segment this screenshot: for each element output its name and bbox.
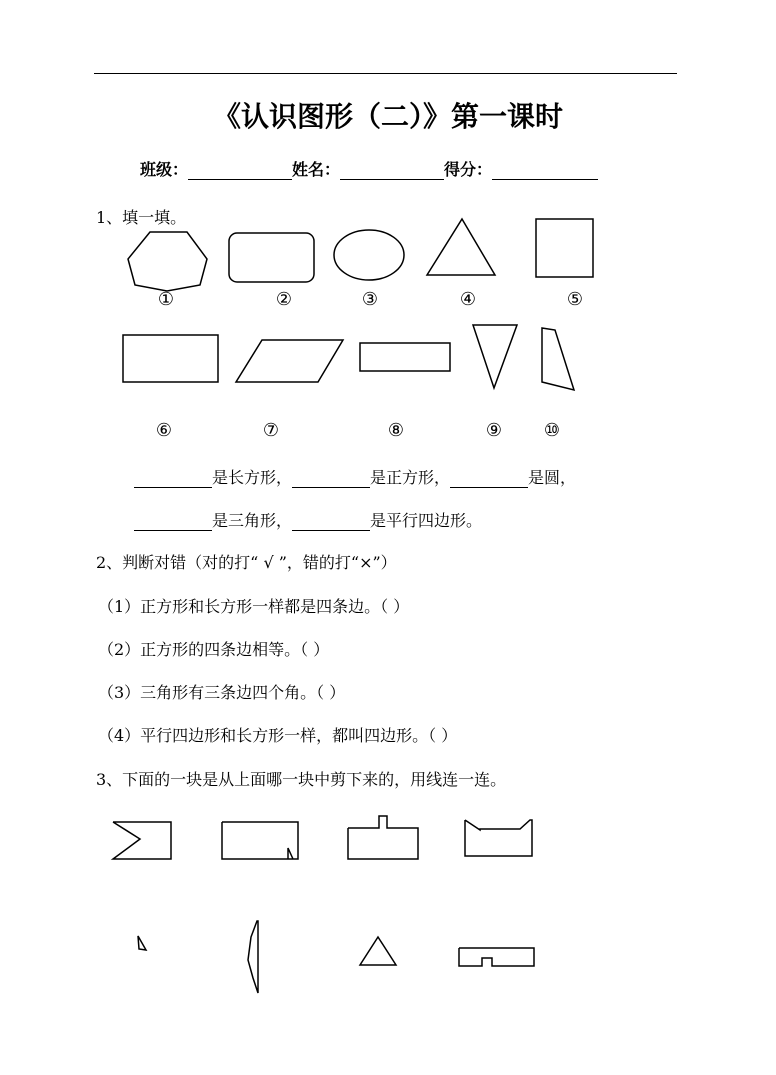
shape-inverted-triangle (473, 325, 517, 388)
score-label: 得分： (444, 160, 493, 179)
class-label: 班级： (140, 160, 189, 179)
q2-item-1: （1）正方形和长方形一样都是四条边。（ ） (98, 597, 410, 616)
name-label: 姓名： (292, 160, 341, 179)
q3-heading: 3、下面的一块是从上面哪一块中剪下来的，用线连一连。 (96, 770, 507, 789)
piece-tall-sliver (248, 921, 258, 993)
fill-label-triangle: 是三角形， (212, 511, 293, 530)
shape-number-2: ② (275, 289, 293, 310)
shape-number-3: ③ (361, 289, 379, 310)
cut-shape-vnotch-rect (465, 820, 532, 856)
fill-blank-square[interactable] (292, 469, 370, 488)
shape-square (536, 219, 593, 277)
shape-number-4: ④ (459, 289, 477, 310)
shape-number-10: ⑩ (543, 420, 561, 441)
fill-label-square: 是正方形， (370, 468, 451, 487)
fill-line-1 (134, 465, 576, 488)
shape-circle (334, 230, 404, 280)
cut-shape-notched-rect (222, 822, 298, 859)
piece-triangle (360, 937, 396, 965)
piece-small-triangle (138, 936, 146, 950)
cut-shape-arrow (113, 822, 171, 859)
fill-blank-circle[interactable] (450, 469, 528, 488)
fill-line-2 (134, 508, 482, 531)
fill-blank-parallelogram[interactable] (292, 512, 370, 531)
shape-number-7: ⑦ (262, 420, 280, 441)
fill-label-circle: 是圆， (528, 468, 577, 487)
page-title: 《认识图形（二）》第一课时 (212, 100, 563, 133)
shape-rectangle-large (123, 335, 218, 382)
shape-triangle (427, 219, 495, 275)
piece-notched-bar (459, 948, 534, 966)
shape-rounded-rectangle (229, 233, 314, 282)
fill-blank-triangle[interactable] (134, 512, 212, 531)
shape-heptagon (128, 232, 207, 291)
q2-heading: 2、判断对错（对的打“ √ ”，错的打“×”） (96, 553, 397, 572)
q2-item-2: （2）正方形的四条边相等。（ ） (98, 640, 330, 659)
shape-number-1: ① (157, 289, 175, 310)
shape-slanted-quad (542, 328, 574, 390)
fill-label-parallelogram: 是平行四边形。 (370, 511, 483, 530)
q2-item-4: （4）平行四边形和长方形一样，都叫四边形。（ ） (98, 726, 458, 745)
shape-number-6: ⑥ (155, 420, 173, 441)
fill-blank-rectangle[interactable] (134, 469, 212, 488)
shape-rectangle-thin (360, 343, 450, 371)
q2-item-3: （3）三角形有三条边四个角。（ ） (98, 683, 346, 702)
shape-number-8: ⑧ (387, 420, 405, 441)
shape-parallelogram (236, 340, 343, 382)
shape-number-5: ⑤ (566, 289, 584, 310)
q1-heading: 1、填一填。 (96, 208, 187, 227)
shape-number-9: ⑨ (485, 420, 503, 441)
cut-shape-bump-rect (348, 816, 418, 859)
fill-label-rectangle: 是长方形， (212, 468, 293, 487)
